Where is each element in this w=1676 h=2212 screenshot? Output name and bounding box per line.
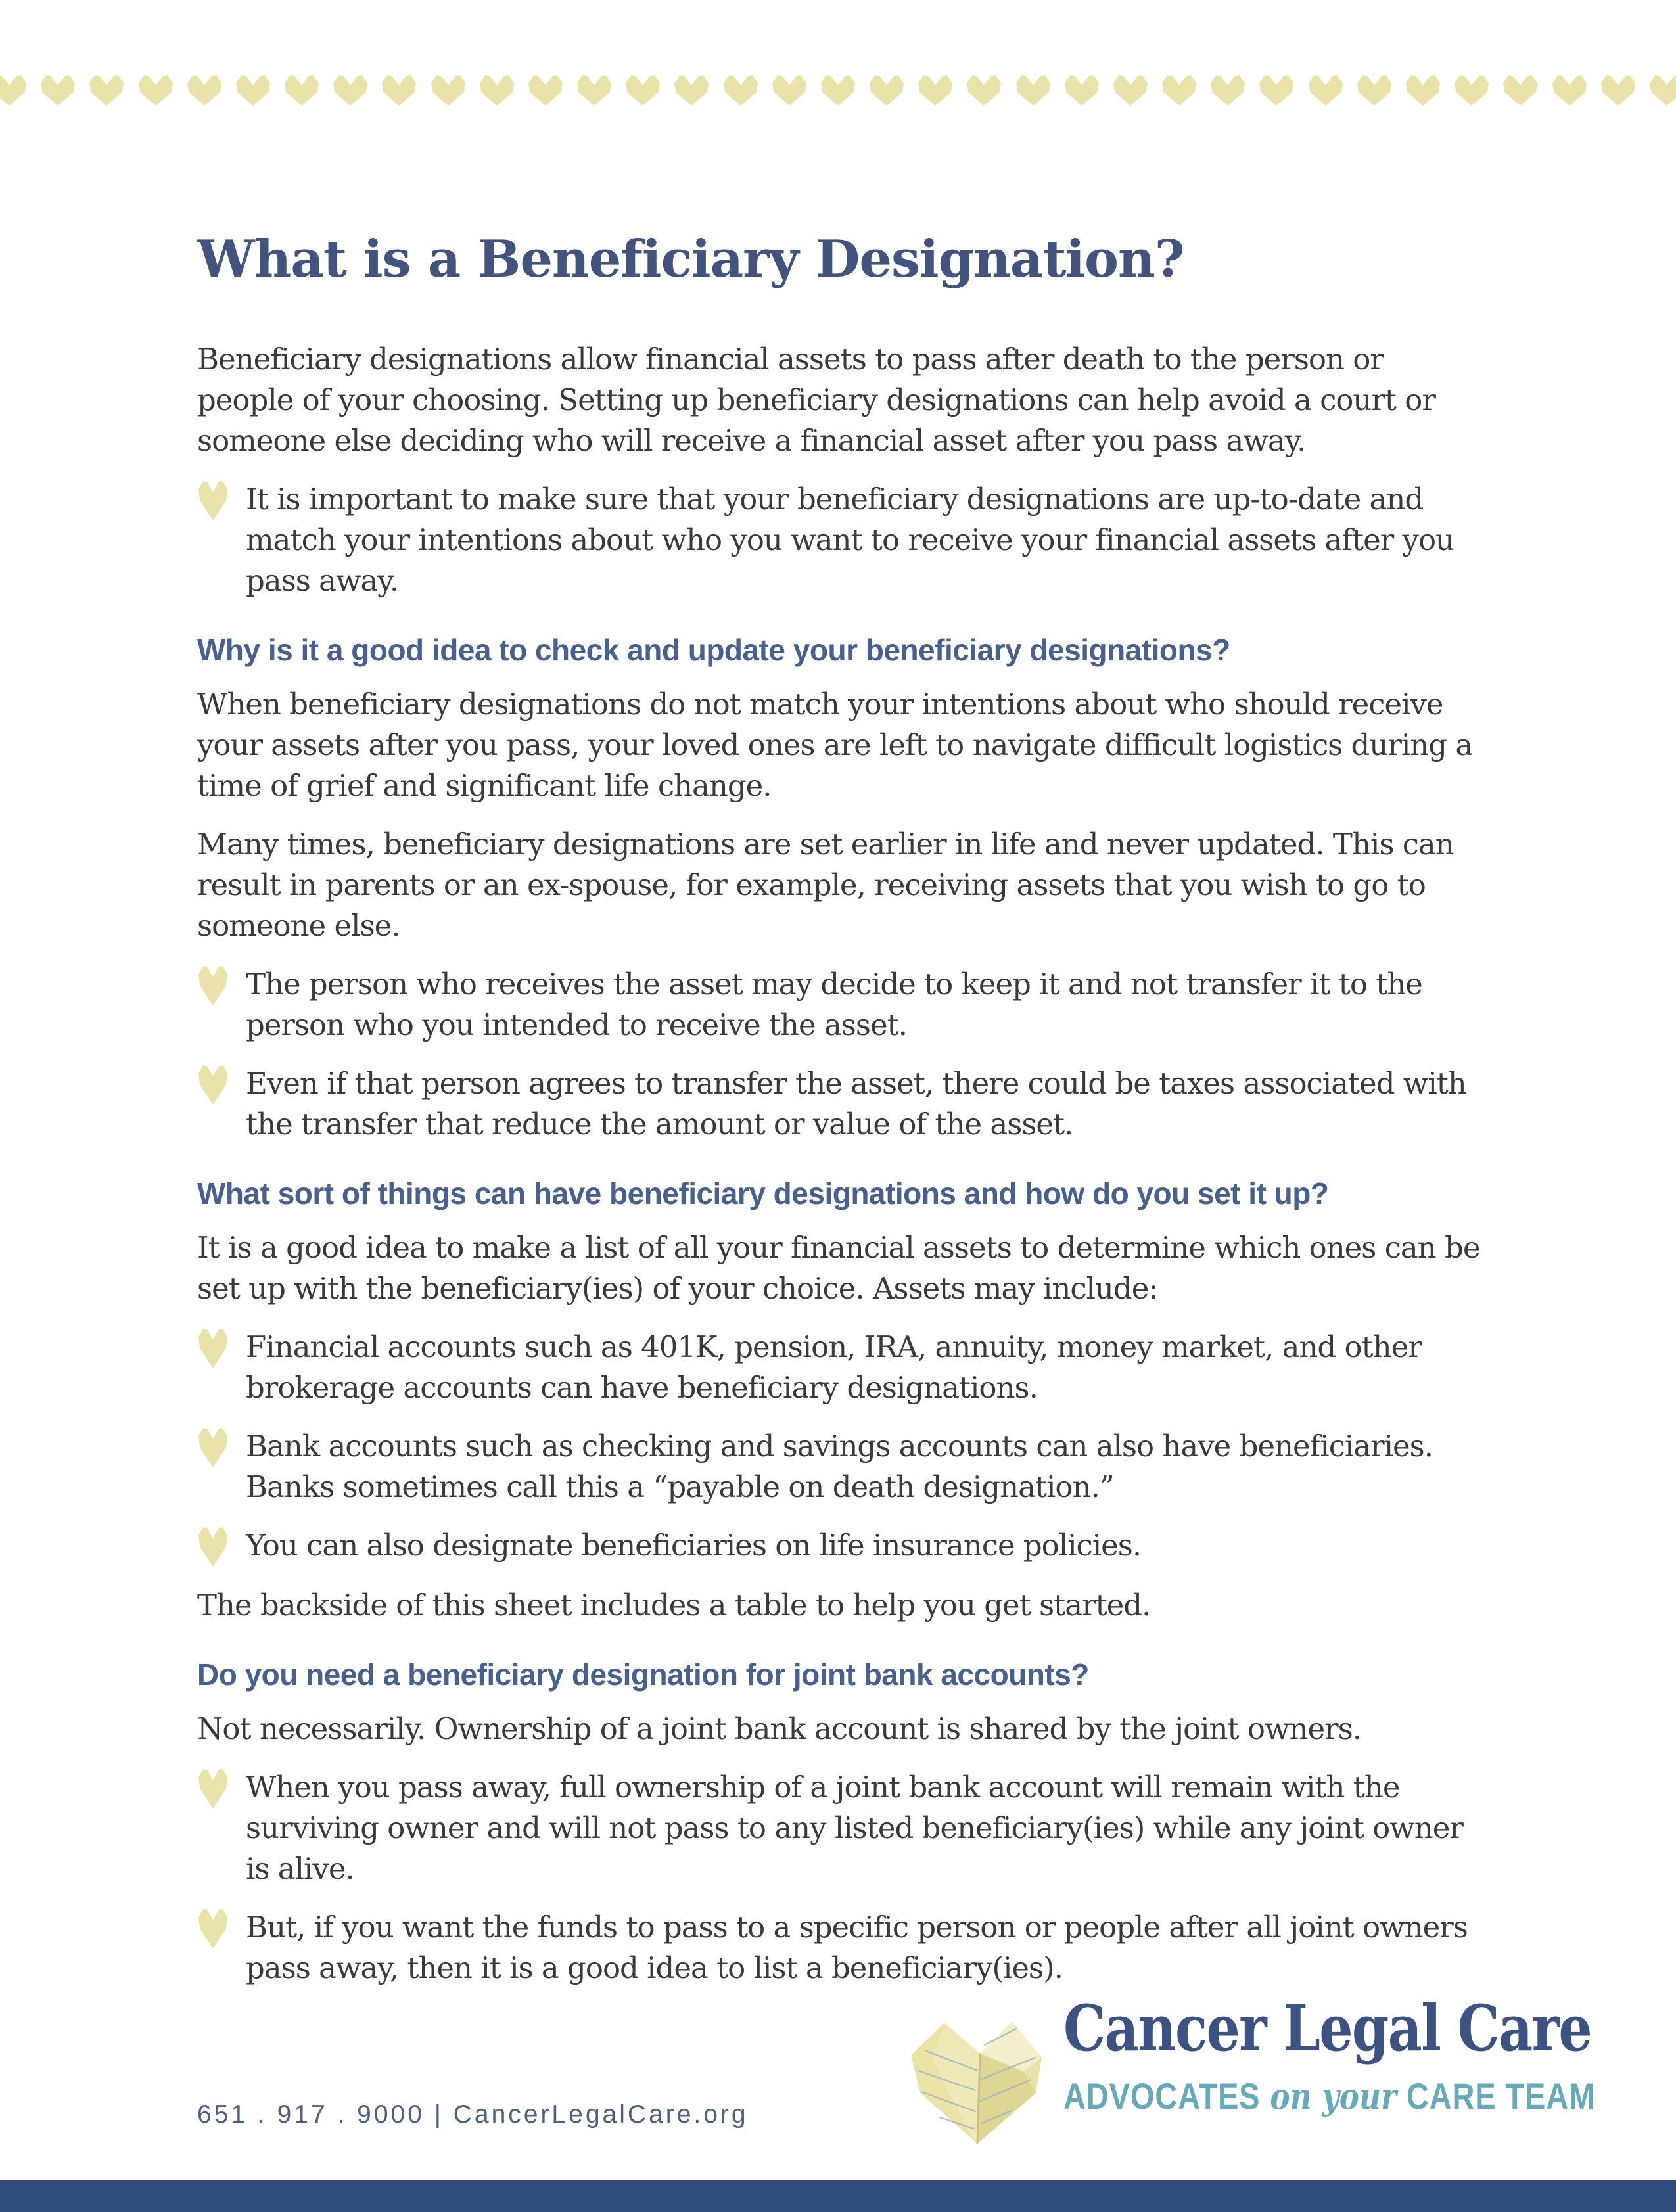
tagline-care-team: CARE TEAM (1406, 2075, 1596, 2117)
bullet-item (197, 1525, 1484, 1567)
section-heading-joint-accounts: Do you need a beneficiary designation for joint bank accounts? (197, 1657, 1089, 1692)
heart-icon (1406, 74, 1440, 106)
heart-icon (1113, 74, 1148, 106)
bullet-item (197, 479, 1484, 601)
heart-icon (626, 74, 660, 106)
paragraph: When beneficiary designations do not match your intentions about who should receive your assets after you pass, your loved ones are left to navigate difficult logistics during a time of grief and significant life change. (197, 686, 1473, 803)
logo (906, 1990, 1676, 2152)
section-heading-what-things: What sort of things can have beneficiary designations and how do you set it up? (197, 1176, 1329, 1210)
heart-icon (285, 74, 319, 106)
heart-icon (1552, 74, 1587, 106)
logo-tagline (1063, 2077, 1595, 2117)
bullet-text: It is important to make sure that your beneficiary designations are up-to-date and match your intentions about who you want to receive your financial assets after you pass away. (246, 481, 1455, 598)
heart-bullet-icon (198, 1527, 227, 1567)
heart-icon (821, 74, 855, 106)
bullet-text: The person who receives the asset may decide to keep it and not transfer it to the person who you intended to receive the asset. (246, 966, 1422, 1042)
bullet-text: You can also designate beneficiaries on life insurance policies. (246, 1527, 1142, 1563)
heart-icon (577, 74, 611, 106)
heart-icon (674, 74, 709, 106)
bullet-item (197, 1063, 1484, 1145)
tagline-on-your: on your (1270, 2075, 1397, 2117)
hearts-border (0, 74, 1676, 106)
heart-icon (1650, 74, 1676, 106)
heart-icon (1016, 74, 1050, 106)
heart-icon (1357, 74, 1391, 106)
heart-icon (1503, 74, 1537, 106)
page-title: What is a Beneficiary Designation? (197, 229, 1184, 289)
paragraph: It is a good idea to make a list of all your financial assets to determine which ones can be set up with the beneficiary(ies) of your choice. Assets may include: (197, 1230, 1480, 1306)
heart-bullet-icon (198, 1908, 227, 1949)
bullet-item (197, 1426, 1484, 1508)
heart-bullet-icon (198, 965, 227, 1006)
logo-name: Cancer Legal Care (1063, 1991, 1592, 2065)
bullet-text: But, if you want the funds to pass to a specific person or people after all joint owners pass away, then it is a good idea to list a beneficiary(ies). (246, 1909, 1468, 1985)
heart-icon (89, 74, 124, 106)
heart-icon (967, 74, 1001, 106)
bullet-item (197, 1767, 1484, 1889)
heart-icon (139, 74, 173, 106)
heart-bullet-icon (198, 1427, 227, 1468)
heart-icon (1259, 74, 1293, 106)
bullet-item (197, 1907, 1484, 1989)
bullet-item (197, 1327, 1484, 1408)
heart-icon (0, 74, 26, 106)
heart-icon (431, 74, 465, 106)
bullet-text: Financial accounts such as 401K, pension, IRA, annuity, money market, and other brokerage accounts can have beneficiary designations. (246, 1329, 1422, 1405)
footer-contact: 651 . 917 . 9000 | CancerLegalCare.org (197, 2100, 749, 2129)
heart-icon (870, 74, 904, 106)
paragraph: Many times, beneficiary designations are set earlier in life and never updated. This can result in parents or an ex-spouse, for example, receiving assets that you wish to go to someone else. (197, 826, 1454, 943)
heart-icon (1211, 74, 1245, 106)
paragraph-backside-note: The backside of this sheet includes a table to help you get started. (197, 1587, 1151, 1623)
heart-icon (1309, 74, 1343, 106)
heart-bullet-icon (198, 1328, 227, 1369)
heart-icon (1601, 74, 1635, 106)
heart-icon (236, 74, 270, 106)
heart-bullet-icon (198, 1065, 227, 1105)
heart-icon (382, 74, 416, 106)
heart-icon (528, 74, 563, 106)
paragraph-intro: Beneficiary designations allow financial assets to pass after death to the person or people of your choosing. Setting up beneficiary designations can help avoid a court or someone else deciding who will receive a financial asset after you pass away. (197, 341, 1435, 458)
heart-bullet-icon (198, 1768, 227, 1809)
section-heading-update: Why is it a good idea to check and update your beneficiary designations? (197, 632, 1230, 667)
bullet-text: Bank accounts such as checking and savings accounts can also have beneficiaries. Banks sometimes call this a “payable on death designation.” (246, 1428, 1433, 1504)
bullet-item (197, 964, 1484, 1046)
heart-icon (480, 74, 514, 106)
tagline-advocates: ADVOCATES (1063, 2075, 1261, 2117)
heart-icon (918, 74, 952, 106)
heart-icon (1162, 74, 1196, 106)
heart-icon (1065, 74, 1099, 106)
heart-icon (187, 74, 221, 106)
heart-icon (772, 74, 806, 106)
bullet-text: Even if that person agrees to transfer the asset, there could be taxes associated with the transfer that reduce the amount or value of the asset. (246, 1065, 1466, 1141)
logo-text (1063, 1990, 1595, 2117)
bullet-text: When you pass away, full ownership of a joint bank account will remain with the surviving owner and will not pass to any listed beneficiary(ies) while any joint owner is alive. (246, 1769, 1463, 1886)
main-content (197, 231, 1484, 2006)
heart-icon (41, 74, 75, 106)
paragraph: Not necessarily. Ownership of a joint bank account is shared by the joint owners. (197, 1711, 1362, 1746)
logo-heart-icon (906, 2012, 1045, 2152)
heart-bullet-icon (198, 480, 227, 521)
heart-icon (1455, 74, 1489, 106)
heart-icon (724, 74, 758, 106)
heart-icon (333, 74, 367, 106)
footer-bar (0, 2180, 1676, 2212)
